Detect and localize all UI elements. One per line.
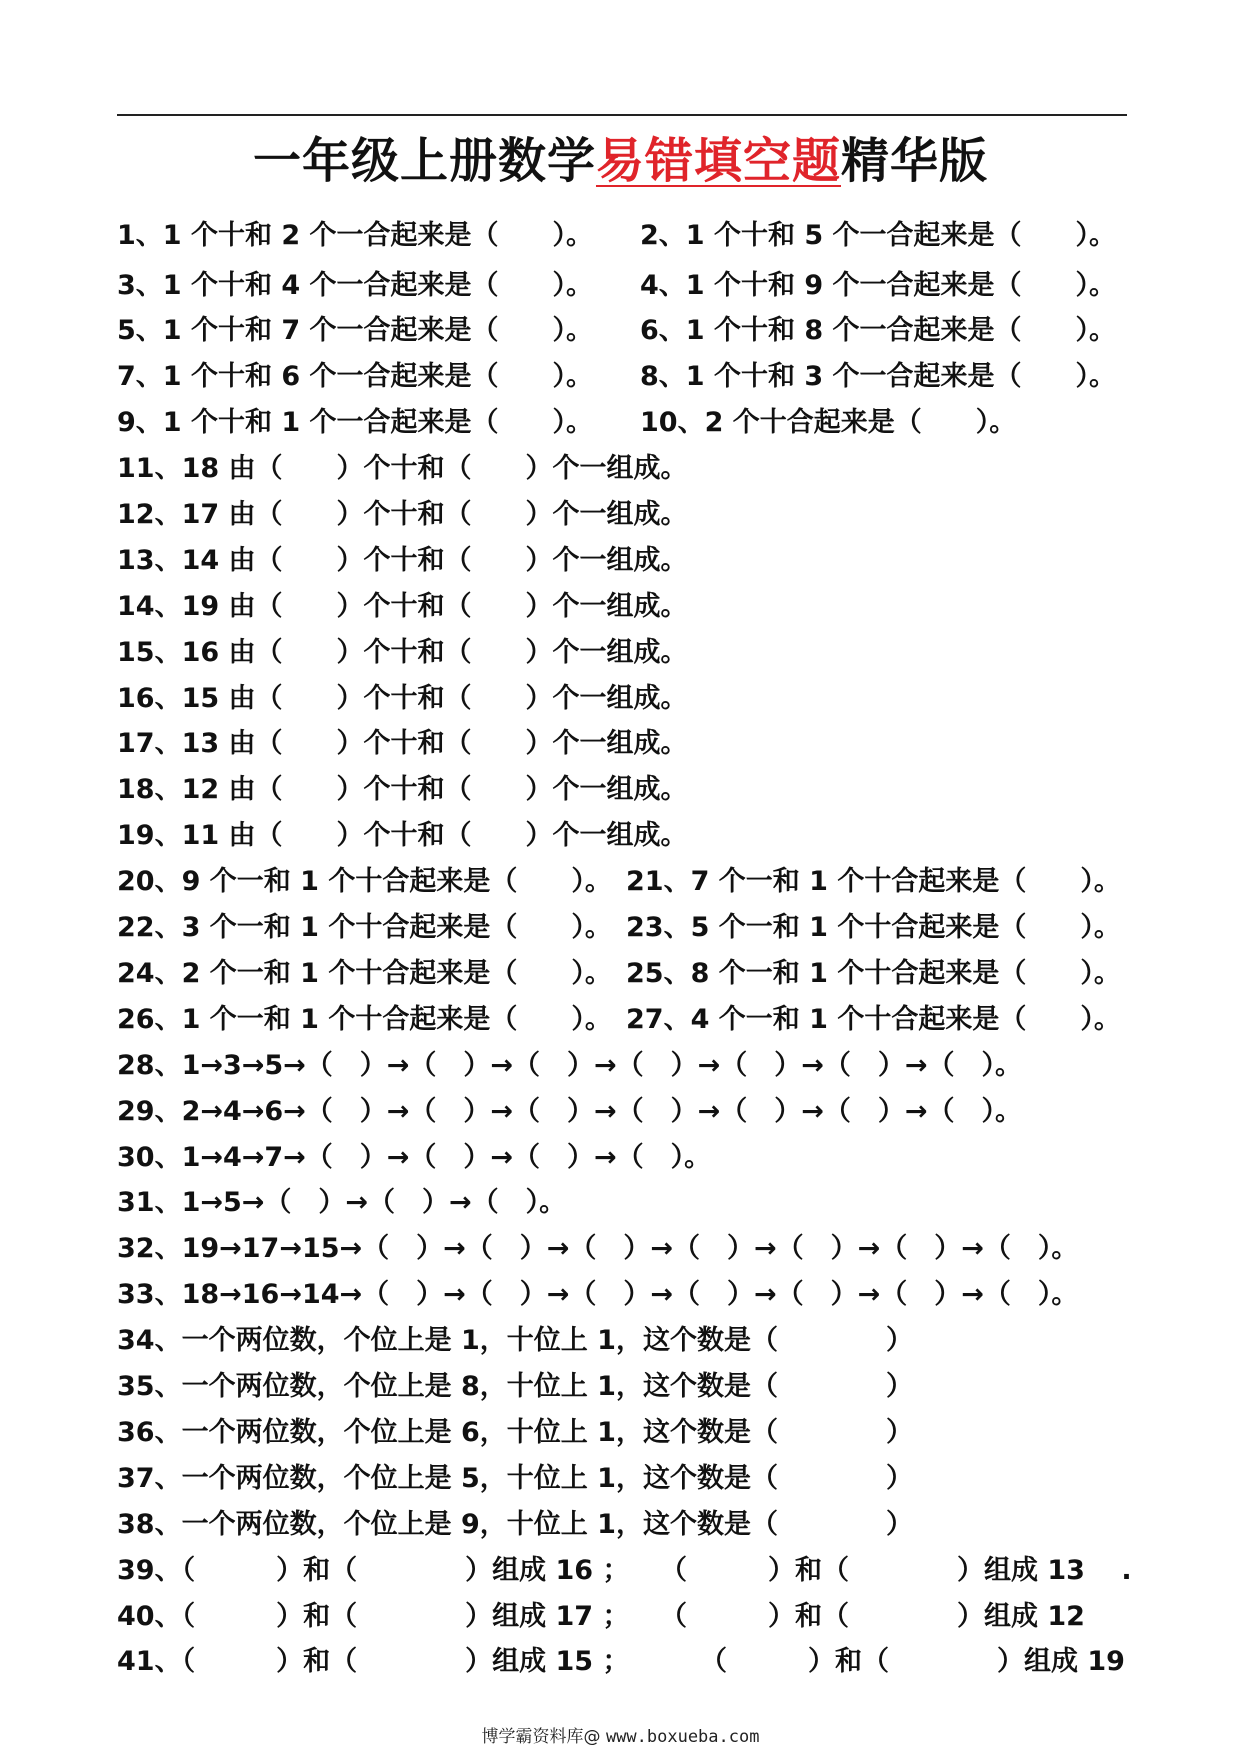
title-part2: 精华版 [841, 133, 989, 189]
question-24: 24、2 个一和 1 个十合起来是（ ）。 [117, 958, 612, 989]
question-1: 1、1 个十和 2 个一合起来是（ ）。 [117, 220, 594, 251]
question-34: 34、一个两位数，个位上是 1，十位上 1，这个数是（ ） [117, 1325, 913, 1356]
question-40-part2: （ ）和（ ）组成 12 [660, 1601, 1085, 1632]
question-28: 28、1→3→5→（ ）→（ ）→（ ）→（ ）→（ ）→（ ）→（ ）。 [117, 1050, 1023, 1081]
question-39-part2: （ ）和（ ）组成 13 . [660, 1555, 1132, 1586]
question-30: 30、1→4→7→（ ）→（ ）→（ ）→（ ）。 [117, 1142, 712, 1173]
question-39: 39、（ ）和（ ）组成 16 ； [117, 1555, 630, 1586]
question-8: 8、1 个十和 3 个一合起来是（ ）。 [640, 361, 1117, 392]
page-title [0, 126, 1241, 196]
question-15: 15、16 由（ ）个十和（ ）个一组成。 [117, 637, 688, 668]
footer-site-name: 博学霸资料库@ [481, 1727, 601, 1747]
question-12: 12、17 由（ ）个十和（ ）个一组成。 [117, 499, 688, 530]
question-17: 17、13 由（ ）个十和（ ）个一组成。 [117, 728, 688, 759]
question-16: 16、15 由（ ）个十和（ ）个一组成。 [117, 683, 688, 714]
question-41: 41、（ ）和（ ）组成 15 ； [117, 1646, 630, 1677]
question-9: 9、1 个十和 1 个一合起来是（ ）。 [117, 407, 594, 438]
question-26: 26、1 个一和 1 个十合起来是（ ）。 [117, 1004, 612, 1035]
question-32: 32、19→17→15→（ ）→（ ）→（ ）→（ ）→（ ）→（ ）→（ ）。 [117, 1233, 1079, 1264]
footer-watermark [0, 1722, 1241, 1747]
question-27: 27、4 个一和 1 个十合起来是（ ）。 [626, 1004, 1121, 1035]
question-18: 18、12 由（ ）个十和（ ）个一组成。 [117, 774, 688, 805]
question-21: 21、7 个一和 1 个十合起来是（ ）。 [626, 866, 1121, 897]
question-13: 13、14 由（ ）个十和（ ）个一组成。 [117, 545, 688, 576]
question-40: 40、（ ）和（ ）组成 17 ； [117, 1601, 630, 1632]
question-23: 23、5 个一和 1 个十合起来是（ ）。 [626, 912, 1121, 943]
question-31: 31、1→5→（ ）→（ ）→（ ）。 [117, 1187, 567, 1218]
title-highlight: 易错填空题 [595, 133, 841, 189]
question-41-part2: （ ）和（ ）组成 19 [700, 1646, 1125, 1677]
question-10: 10、2 个十合起来是（ ）。 [640, 407, 1017, 438]
question-6: 6、1 个十和 8 个一合起来是（ ）。 [640, 315, 1117, 346]
question-37: 37、一个两位数，个位上是 5，十位上 1，这个数是（ ） [117, 1463, 913, 1494]
question-7: 7、1 个十和 6 个一合起来是（ ）。 [117, 361, 594, 392]
question-38: 38、一个两位数，个位上是 9，十位上 1，这个数是（ ） [117, 1509, 913, 1540]
question-19: 19、11 由（ ）个十和（ ）个一组成。 [117, 820, 688, 851]
question-22: 22、3 个一和 1 个十合起来是（ ）。 [117, 912, 612, 943]
question-3: 3、1 个十和 4 个一合起来是（ ）。 [117, 270, 594, 301]
question-25: 25、8 个一和 1 个十合起来是（ ）。 [626, 958, 1121, 989]
question-29: 29、2→4→6→（ ）→（ ）→（ ）→（ ）→（ ）→（ ）→（ ）。 [117, 1096, 1023, 1127]
title-part1: 一年级上册数学 [252, 133, 596, 189]
question-5: 5、1 个十和 7 个一合起来是（ ）。 [117, 315, 594, 346]
question-35: 35、一个两位数，个位上是 8，十位上 1，这个数是（ ） [117, 1371, 913, 1402]
footer-url[interactable]: www.boxueba.com [605, 1727, 760, 1747]
question-11: 11、18 由（ ）个十和（ ）个一组成。 [117, 453, 688, 484]
top-rule [117, 114, 1127, 116]
question-4: 4、1 个十和 9 个一合起来是（ ）。 [640, 270, 1117, 301]
question-33: 33、18→16→14→（ ）→（ ）→（ ）→（ ）→（ ）→（ ）→（ ）。 [117, 1279, 1079, 1310]
question-36: 36、一个两位数，个位上是 6，十位上 1，这个数是（ ） [117, 1417, 913, 1448]
question-2: 2、1 个十和 5 个一合起来是（ ）。 [640, 220, 1117, 251]
question-14: 14、19 由（ ）个十和（ ）个一组成。 [117, 591, 688, 622]
question-20: 20、9 个一和 1 个十合起来是（ ）。 [117, 866, 612, 897]
